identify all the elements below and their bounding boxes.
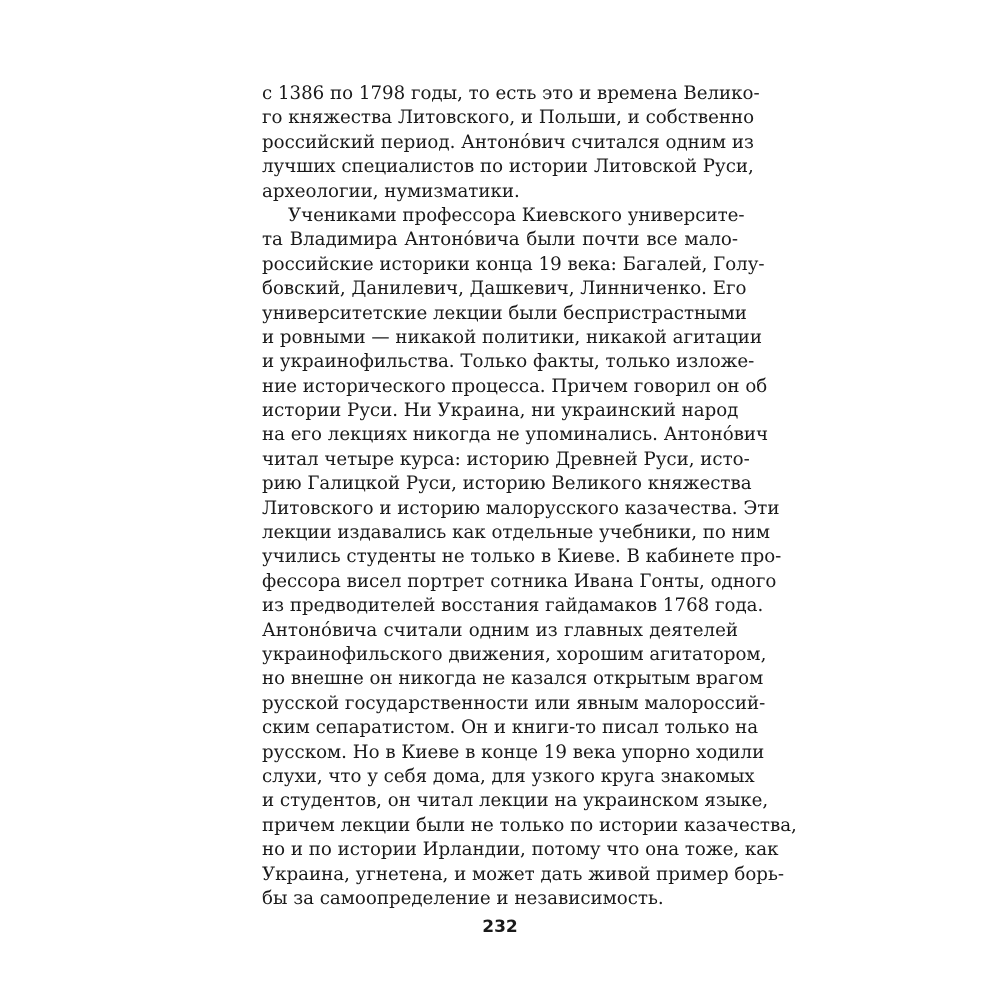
text-line: рию Галицкой Руси, историю Великого княжества bbox=[262, 473, 752, 495]
text-line: российский период. Антоно́вич считался одним из bbox=[262, 131, 754, 153]
text-line: Украина, угнетена, и может дать живой пример борь- bbox=[262, 863, 784, 885]
text-line: Учениками профессора Киевского университе- bbox=[288, 204, 745, 226]
paragraph bbox=[262, 204, 797, 911]
text-line: но и по истории Ирландии, потому что она тоже, как bbox=[262, 839, 779, 861]
text-line: с 1386 по 1798 годы, то есть это и времена Велико- bbox=[262, 83, 760, 104]
text-line: русской государственности или явным малороссий- bbox=[262, 692, 766, 714]
text-line: и ровными — никакой политики, никакой агитации bbox=[262, 326, 763, 348]
text-line: лекции издавались как отдельные учебники, по ним bbox=[262, 522, 771, 544]
text-line: археологии, нумизматики. bbox=[262, 180, 520, 202]
text-line: учились студенты не только в Киеве. В кабинете про- bbox=[262, 546, 782, 568]
text-line: бовский, Данилевич, Дашкевич, Линниченко. Его bbox=[262, 278, 747, 300]
text-line: российские историки конца 19 века: Багалей, Голу- bbox=[262, 253, 765, 275]
text-line: но внешне он никогда не казался открытым врагом bbox=[262, 668, 764, 690]
text-line: лучших специалистов по истории Литовской Руси, bbox=[262, 156, 754, 178]
text-line: университетские лекции были беспристрастными bbox=[262, 302, 747, 324]
text-line: украинофильского движения, хорошим агитатором, bbox=[262, 643, 767, 665]
text-line: та Владимира Антоно́вича были почти все мало- bbox=[262, 229, 738, 251]
page-number: 232 bbox=[482, 917, 518, 937]
text-line: русском. Но в Киеве в конце 19 века упорно ходили bbox=[262, 741, 765, 763]
text-line: причем лекции были не только по истории казачества, bbox=[262, 814, 797, 836]
text-line: слухи, что у себя дома, для узкого круга знакомых bbox=[262, 765, 755, 787]
text-line: из предводителей восстания гайдамаков 1768 года. bbox=[262, 595, 764, 617]
text-line: Антоно́вича считали одним из главных деятелей bbox=[262, 619, 738, 641]
text-line: на его лекциях никогда не упоминались. Антоно́вич bbox=[262, 424, 769, 446]
text-line: ским сепаратистом. Он и книги-то писал только на bbox=[262, 717, 759, 739]
text-line: ние исторического процесса. Причем говорил он об bbox=[262, 375, 768, 397]
text-line: фессора висел портрет сотника Ивана Гонты, одного bbox=[262, 570, 777, 592]
paragraph bbox=[262, 82, 760, 204]
text-line: го княжества Литовского, и Польши, и собственно bbox=[262, 107, 755, 129]
text-line: истории Руси. Ни Украина, ни украинский народ bbox=[262, 400, 739, 422]
text-line: и студентов, он читал лекции на украинском языке, bbox=[262, 790, 769, 812]
text-line: и украинофильства. Только факты, только изложе- bbox=[262, 351, 755, 373]
text-line: читал четыре курса: историю Древней Руси, исто- bbox=[262, 448, 750, 470]
text-line: Литовского и историю малорусского казачества. Эти bbox=[262, 497, 780, 519]
body-text bbox=[262, 82, 797, 911]
text-line: бы за самоопределение и независимость. bbox=[262, 887, 664, 909]
